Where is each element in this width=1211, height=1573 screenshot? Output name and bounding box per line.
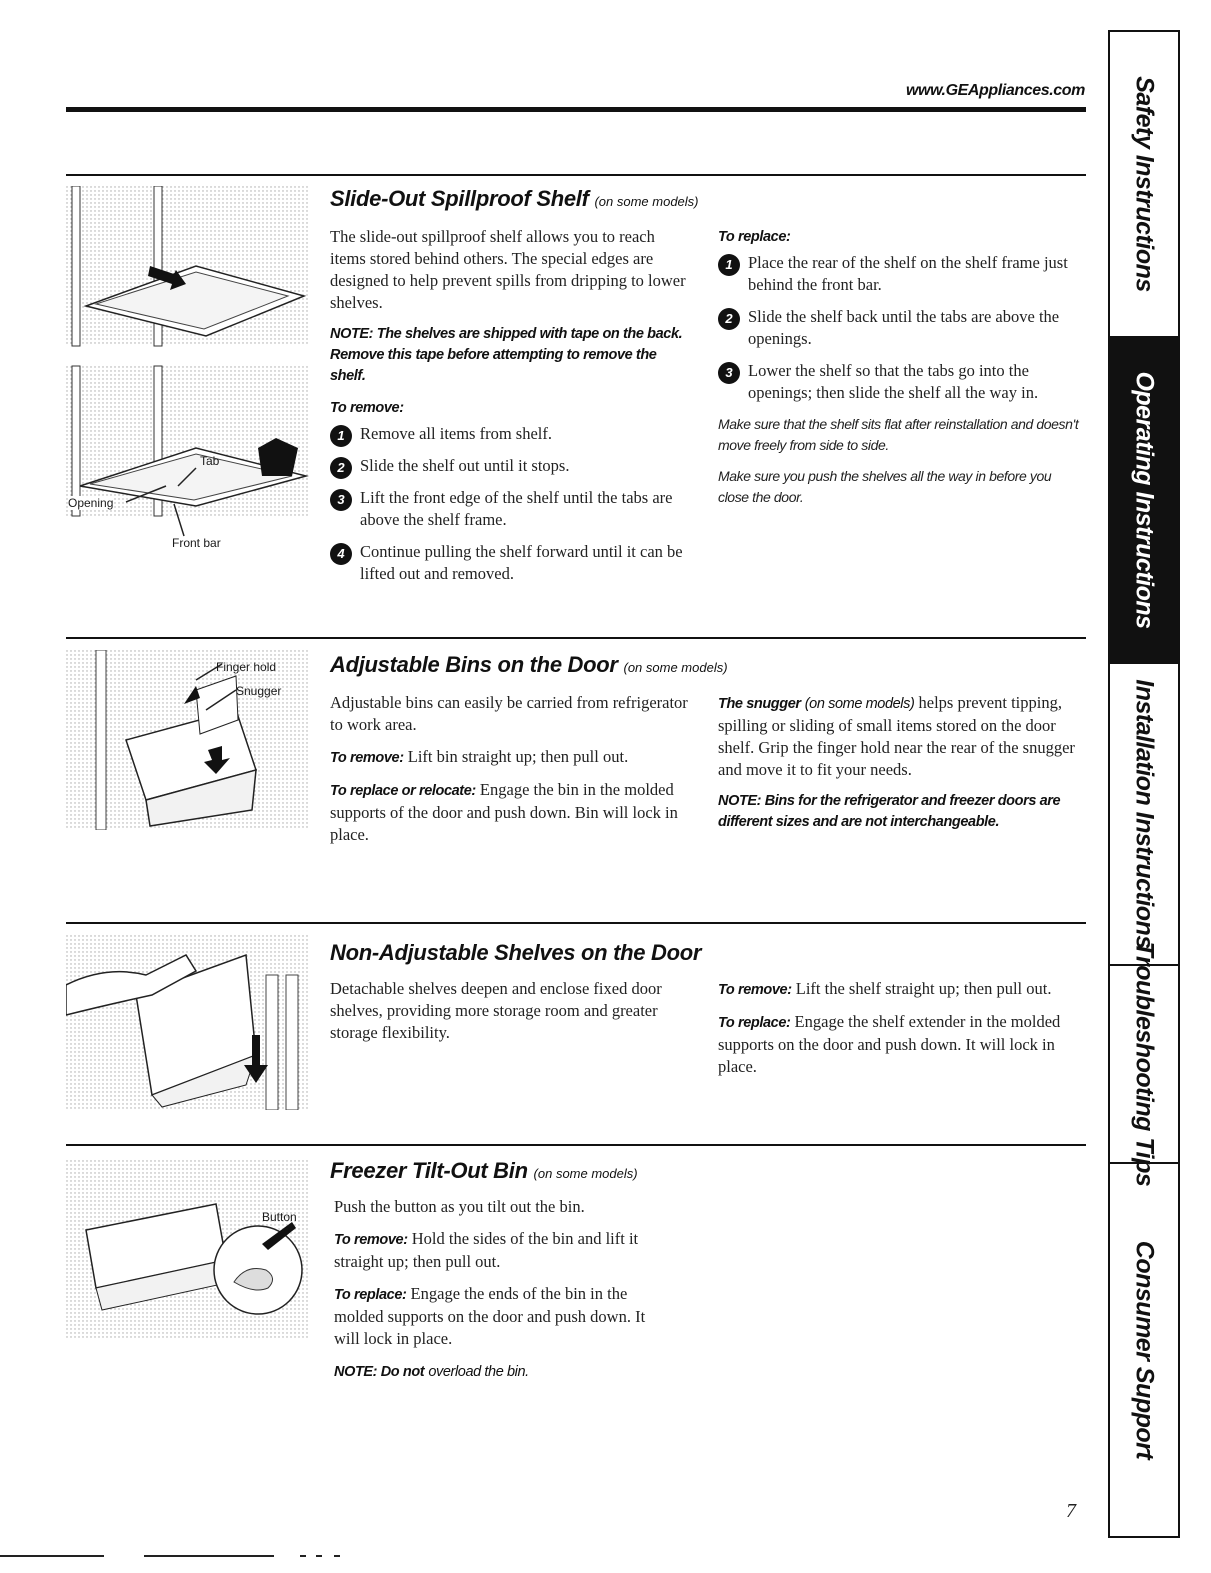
section-title-non-adjustable: Non-Adjustable Shelves on the Door <box>330 940 702 965</box>
step-number-2: 2 <box>718 308 740 330</box>
remove-step: 4 Continue pulling the shelf forward until it can be lifted out and removed. <box>330 541 690 585</box>
title-text: Freezer Tilt-Out Bin <box>330 1158 528 1183</box>
step-number-2: 2 <box>330 457 352 479</box>
replace-step: 1 Place the rear of the shelf on the shelf frame just behind the front bar. <box>718 252 1082 296</box>
replace-label: To replace: <box>718 229 791 245</box>
step-number-3: 3 <box>330 489 352 511</box>
section-divider <box>66 174 1086 176</box>
snugger-label: Snugger <box>236 684 282 698</box>
snugger-text: helps prevent tipping, spilling or sliding of small items stored on the door shelf. Grip the finger hold near the rear of the snugger and move it to fit your needs. <box>718 693 1075 779</box>
tab-installation-instructions[interactable] <box>1110 664 1178 966</box>
replace-step: 3 Lower the shelf so that the tabs go into the openings; then slide the shelf all the way in. <box>718 360 1082 404</box>
note-text: NOTE: The shelves are shipped with tape on the back. Remove this tape before attempting to remove the shelf. <box>330 326 683 384</box>
tab-label: Tab <box>200 454 220 468</box>
section-title-tilt-out <box>330 1158 638 1184</box>
section-title-adjustable-bins <box>330 652 728 678</box>
remove-text: Lift the shelf straight up; then pull out. <box>795 979 1052 998</box>
non-adjustable-shelf-illustration <box>66 935 310 1110</box>
remove-paragraph <box>330 746 690 769</box>
slide-out-right-column <box>718 226 1082 518</box>
finger-hold-label: Finger hold <box>216 660 277 674</box>
title-sub: (on some models) <box>623 660 728 675</box>
button-label: Button <box>262 1210 297 1224</box>
replace-paragraph <box>334 1283 674 1350</box>
tip-text: Make sure that the shelf sits flat after reinstallation and doesn't move freely from side to side. <box>718 416 1079 453</box>
section-divider <box>66 637 1086 639</box>
relocate-label: To replace or relocate: <box>330 783 476 799</box>
replace-text: Engage the shelf extender in the molded supports on the door and push down. It will lock in place. <box>718 1012 1061 1076</box>
remove-paragraph <box>718 978 1082 1001</box>
section-divider <box>66 922 1086 924</box>
note-rest: overload the bin. <box>428 1364 529 1380</box>
remove-paragraph <box>334 1228 674 1273</box>
relocate-text: Engage the bin in the molded supports of the door and push down. Bin will lock in place. <box>330 780 678 844</box>
remove-step: 2 Slide the shelf out until it stops. <box>330 455 690 477</box>
tab-label: Installation Instructions <box>1130 679 1159 949</box>
side-tab-strip <box>1108 30 1180 1538</box>
adjustable-bin-illustration <box>66 650 310 830</box>
snugger-heading: The snugger <box>718 696 801 712</box>
website-url: www.GEAppliances.com <box>905 82 1085 99</box>
snugger-paragraph <box>718 692 1082 781</box>
scan-edge-marks <box>0 1555 360 1559</box>
remove-label: To remove: <box>718 982 792 998</box>
section-title-slide-out <box>330 186 699 212</box>
remove-label: To remove: <box>334 1232 408 1248</box>
adjustable-bins-right-column <box>718 692 1082 843</box>
tilt-out-bin-illustration <box>66 1160 310 1340</box>
slide-out-shelf-illustration <box>66 186 310 556</box>
title-text: Adjustable Bins on the Door <box>330 652 618 677</box>
note-bold: NOTE: Do not <box>334 1364 425 1380</box>
tilt-out-column <box>334 1196 674 1393</box>
title-text: Slide-Out Spillproof Shelf <box>330 186 589 211</box>
remove-step: 3 Lift the front edge of the shelf until the tabs are above the shelf frame. <box>330 487 690 531</box>
intro-text: Detachable shelves deepen and enclose fixed door shelves, providing more storage room and greater storage flexibility. <box>330 979 662 1042</box>
slide-out-left-column <box>330 226 690 595</box>
tab-consumer-support[interactable] <box>1110 1164 1178 1536</box>
intro-text: The slide-out spillproof shelf allows you to reach items stored behind others. The special edges are designed to help prevent spills from dripping to lower shelves. <box>330 227 686 312</box>
replace-paragraph <box>718 1011 1082 1078</box>
remove-text: Lift bin straight up; then pull out. <box>407 747 629 766</box>
step-number-3: 3 <box>718 362 740 384</box>
non-adjustable-right-column <box>718 978 1082 1088</box>
step-number-4: 4 <box>330 543 352 565</box>
replace-step: 2 Slide the shelf back until the tabs are above the openings. <box>718 306 1082 350</box>
opening-label: Opening <box>68 496 114 510</box>
step-number-1: 1 <box>718 254 740 276</box>
front-bar-label: Front bar <box>172 536 221 550</box>
remove-label: To remove: <box>330 750 404 766</box>
tip-text: Make sure you push the shelves all the way in before you close the door. <box>718 468 1052 505</box>
note-paragraph <box>334 1360 674 1383</box>
remove-step: 1 Remove all items from shelf. <box>330 423 690 445</box>
tab-troubleshooting-tips[interactable] <box>1110 941 1178 1187</box>
page-number: 7 <box>1066 1500 1076 1522</box>
remove-label: To remove: <box>330 400 404 416</box>
tab-label: Troubleshooting Tips <box>1130 941 1159 1187</box>
tab-safety-instructions[interactable] <box>1110 32 1178 338</box>
replace-label: To replace: <box>334 1287 407 1303</box>
relocate-paragraph <box>330 779 690 846</box>
tab-label: Safety Instructions <box>1130 76 1159 292</box>
adjustable-bins-left-column <box>330 692 690 856</box>
tab-label: Operating Instructions <box>1130 371 1159 629</box>
replace-text: Engage the ends of the bin in the molded supports on the door and push down. It will lock in place. <box>334 1284 646 1348</box>
non-adjustable-left-column <box>330 978 690 1054</box>
header-rule <box>66 107 1086 112</box>
section-divider <box>66 1144 1086 1146</box>
intro-text: Adjustable bins can easily be carried from refrigerator to work area. <box>330 693 688 734</box>
step-number-1: 1 <box>330 425 352 447</box>
tab-label: Consumer Support <box>1130 1240 1159 1460</box>
remove-text: Hold the sides of the bin and lift it straight up; then pull out. <box>334 1229 639 1271</box>
snugger-sub: (on some models) <box>804 696 915 712</box>
title-sub: (on some models) <box>533 1166 638 1181</box>
title-sub: (on some models) <box>594 194 699 209</box>
replace-label: To replace: <box>718 1015 791 1031</box>
note-text: NOTE: Bins for the refrigerator and freezer doors are different sizes and are not interchangeable. <box>718 793 1061 830</box>
intro-text: Push the button as you tilt out the bin. <box>334 1197 585 1216</box>
tab-operating-instructions[interactable] <box>1110 338 1178 664</box>
